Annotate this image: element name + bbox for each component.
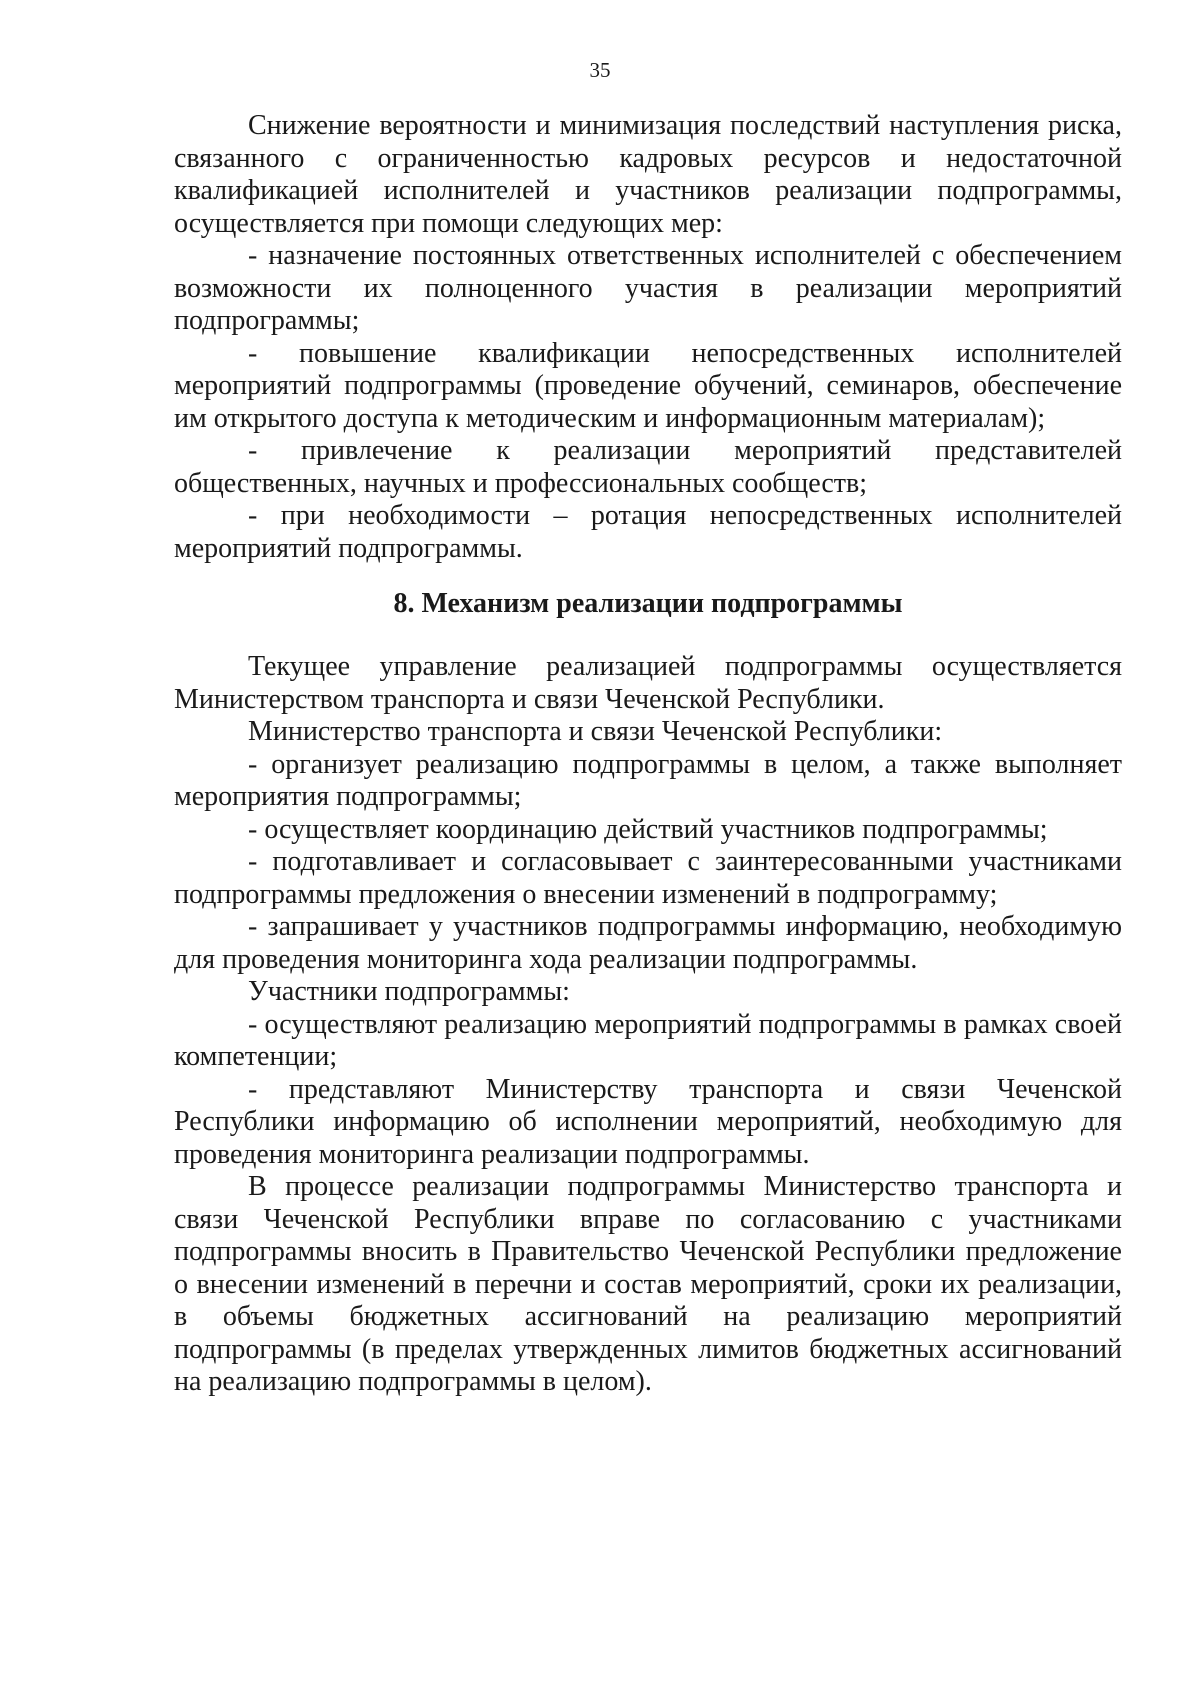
- list-item: - назначение постоянных ответственных исполнителей с обеспечением возможности их полноценного участия в реализации мероприятий подпрограммы;: [174, 240, 1122, 336]
- document-body: [174, 110, 1122, 1399]
- list-item: - осуществляют реализацию мероприятий подпрограммы в рамках своей компетенции;: [174, 1008, 1122, 1072]
- page-number: 35: [589, 58, 611, 82]
- paragraph: Министерство транспорта и связи Чеченской Республики:: [248, 716, 943, 747]
- paragraph: В процессе реализации подпрограммы Министерство транспорта и связи Чеченской Республики вправе по согласованию с участниками подпрограммы вносить в Правительство Чеченской Республики предложение о внесении изменений в перечни и состав мероприятий, сроки их реализации, в объемы бюджетных ассигнований на реализацию мероприятий подпрограммы (в пределах утвержденных лимитов бюджетных ассигнований на реализацию подпрограммы в целом).: [174, 1171, 1122, 1397]
- list-item: - организует реализацию подпрограммы в целом, а также выполняет мероприятия подпрограммы;: [174, 748, 1122, 812]
- list-item: - осуществляет координацию действий участников подпрограммы;: [248, 813, 1048, 845]
- list-item: - подготавливает и согласовывает с заинтересованными участниками подпрограммы предложения о внесении изменений в подпрограмму;: [174, 846, 1122, 910]
- paragraph: Участники подпрограммы:: [248, 976, 570, 1007]
- list-item: - представляют Министерству транспорта и связи Чеченской Республики информацию об исполнении мероприятий, необходимую для проведения мониторинга реализации подпрограммы.: [174, 1073, 1122, 1170]
- paragraph: Текущее управление реализацией подпрограммы осуществляется Министерством транспорта и связи Чеченской Республики.: [174, 651, 1122, 715]
- list-item: - повышение квалификации непосредственных исполнителей мероприятий подпрограммы (проведение обучений, семинаров, обеспечение им открытого доступа к методическим и информационным материалам);: [174, 337, 1122, 434]
- list-item: - при необходимости – ротация непосредственных исполнителей мероприятий подпрограммы.: [174, 500, 1122, 564]
- section-heading: 8. Механизм реализации подпрограммы: [393, 588, 903, 619]
- list-item: - запрашивает у участников подпрограммы информацию, необходимую для проведения мониторинга хода реализации подпрограммы.: [174, 911, 1122, 975]
- paragraph: Снижение вероятности и минимизация последствий наступления риска, связанного с ограниченностью кадровых ресурсов и недостаточной квалификацией исполнителей и участников реализации подпрограммы, осуществляется при помощи следующих мер:: [174, 110, 1122, 239]
- list-item: - привлечение к реализации мероприятий представителей общественных, научных и профессиональных сообществ;: [174, 435, 1122, 499]
